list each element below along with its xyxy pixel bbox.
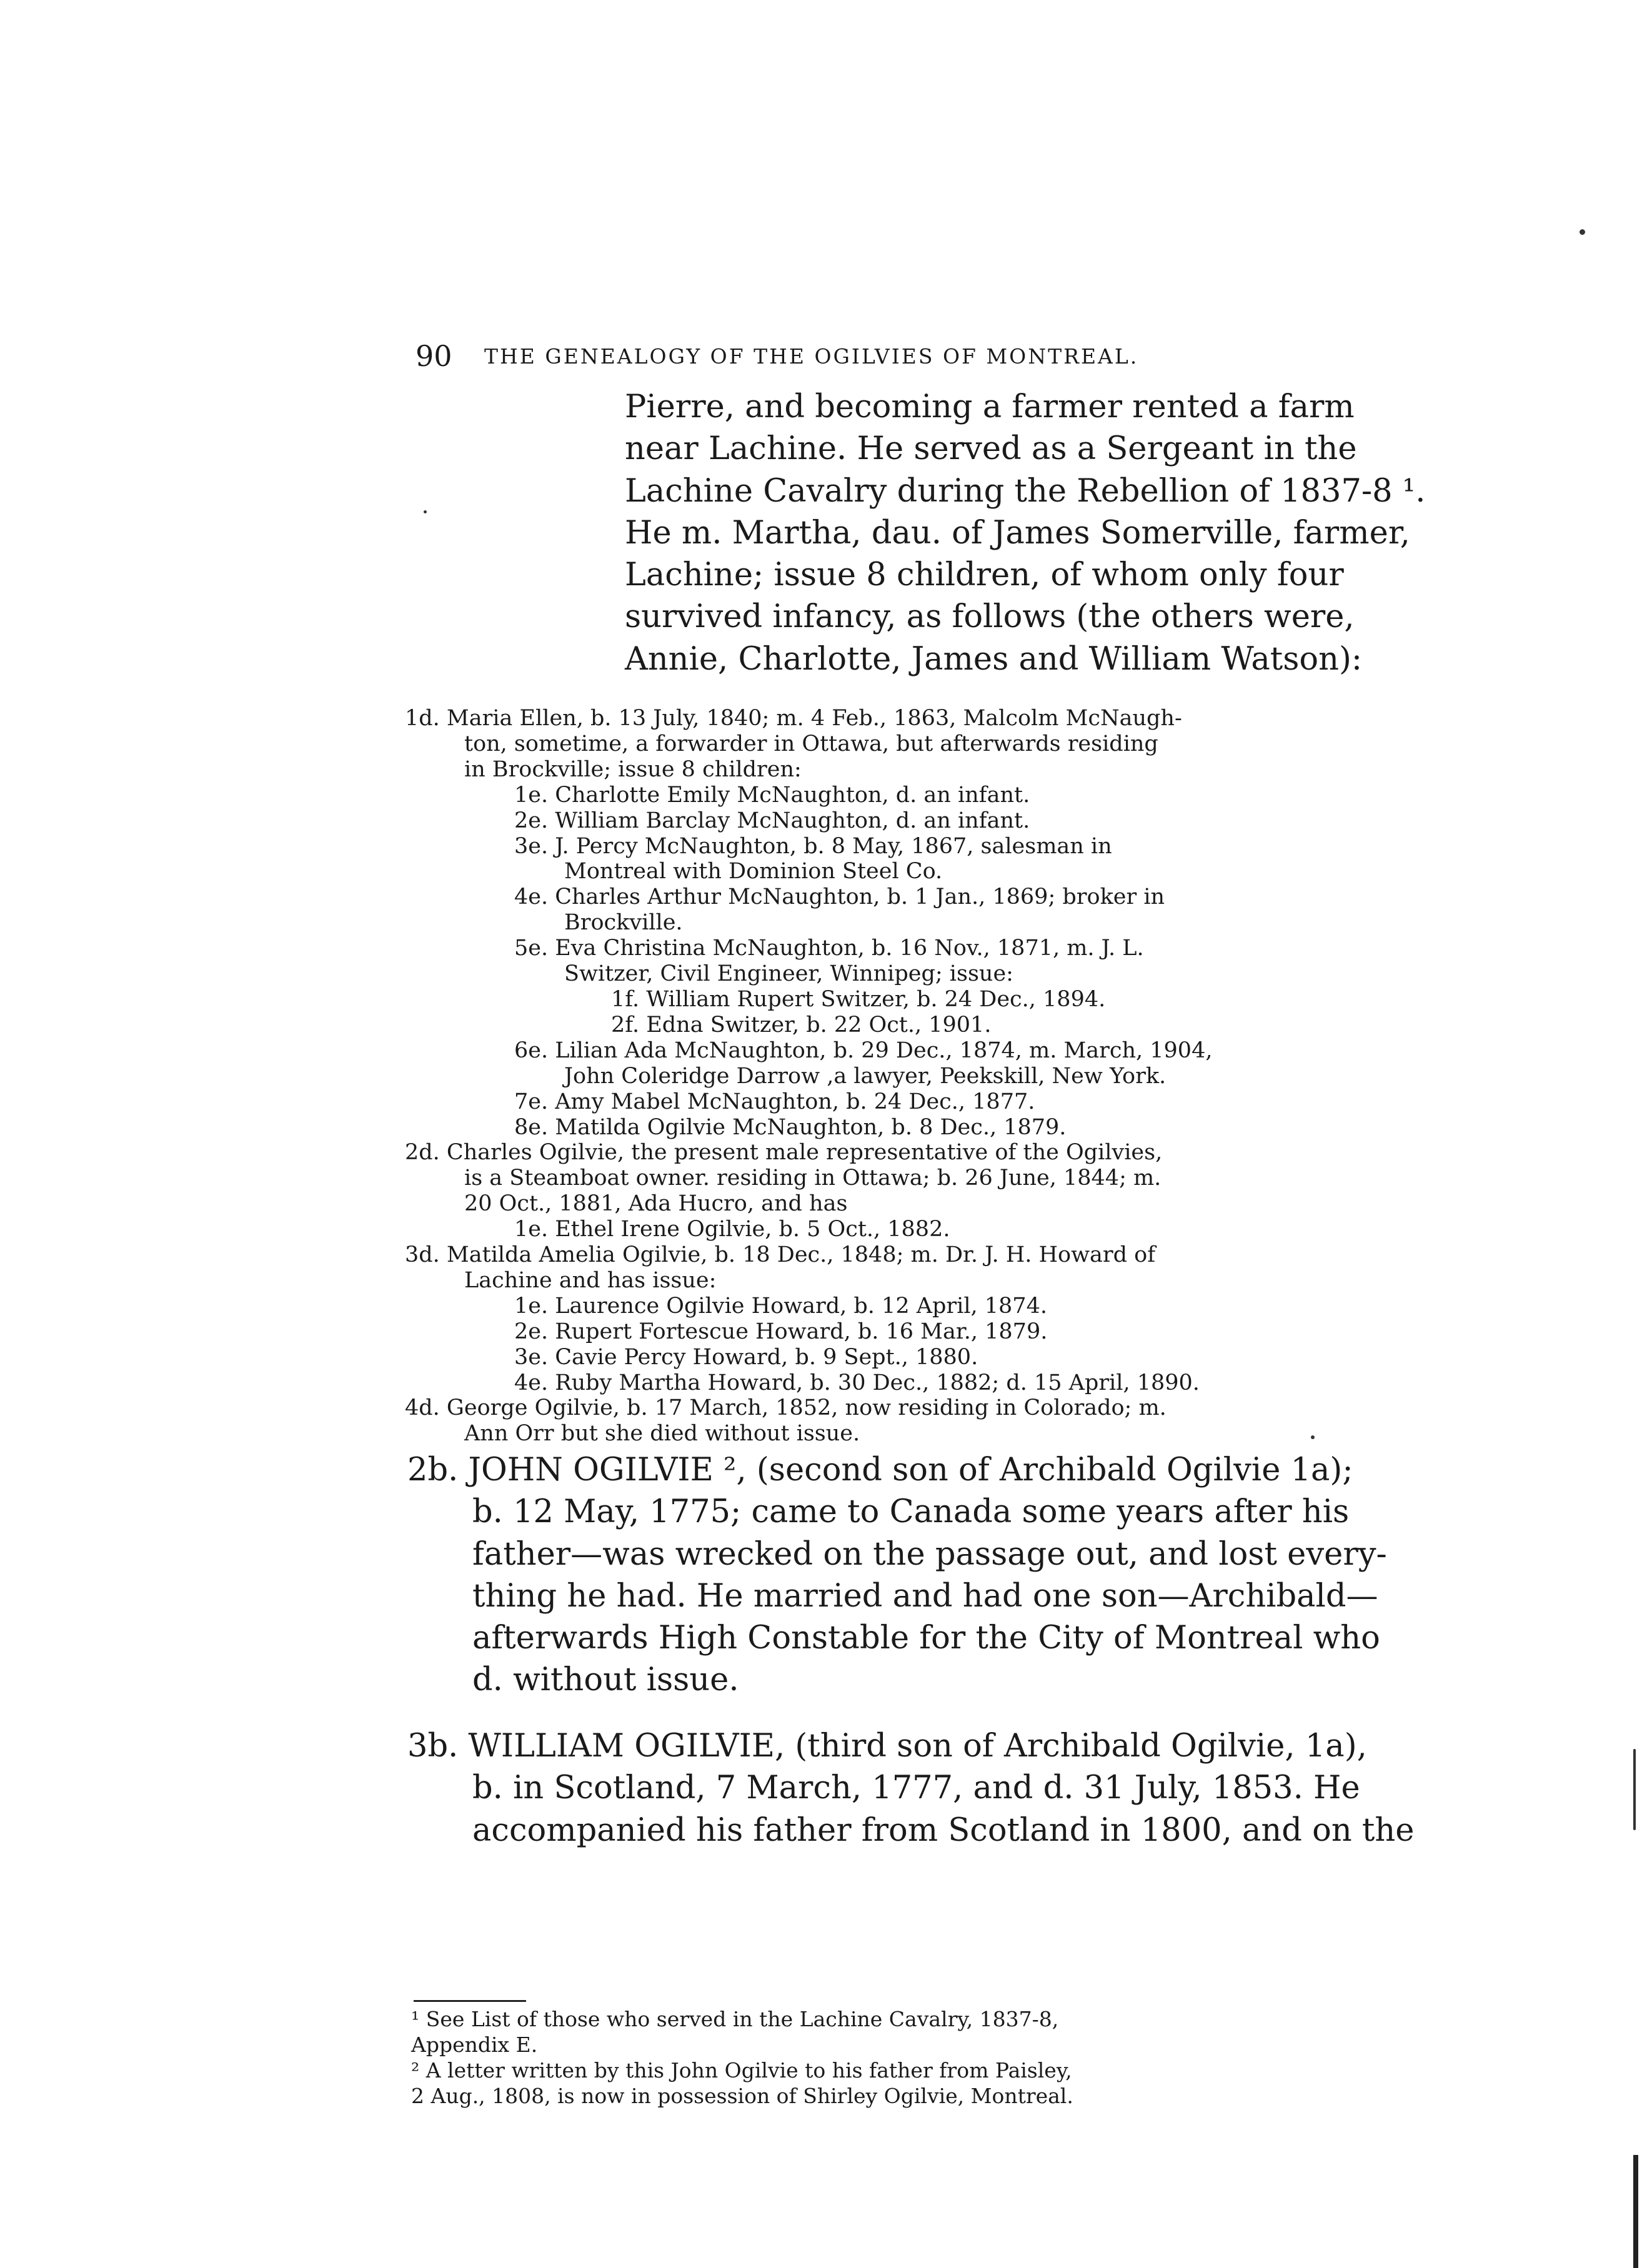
running-title: THE GENEALOGY OF THE OGILVIES OF MONTREAL.: [484, 344, 1139, 369]
text-line: b. 12 May, 1775; came to Canada some years after his: [472, 1493, 1350, 1531]
descendant-entry: is a Steamboat owner. residing in Ottawa; b. 26 June, 1844; m.: [464, 1166, 1162, 1191]
scan-speck: [1633, 1749, 1636, 1830]
descendant-entry: Montreal with Dominion Steel Co.: [564, 859, 943, 884]
descendant-entry: 1e. Laurence Ogilvie Howard, b. 12 April, 1874.: [514, 1293, 1047, 1319]
scan-speck: [1580, 229, 1585, 235]
text-line: Annie, Charlotte, James and William Watson):: [625, 640, 1363, 678]
text-line: afterwards High Constable for the City of Montreal who: [472, 1620, 1380, 1657]
descendant-entry: 4e. Ruby Martha Howard, b. 30 Dec., 1882; d. 15 April, 1890.: [514, 1370, 1200, 1395]
descendant-entry: 3e. Cavie Percy Howard, b. 9 Sept., 1880.: [514, 1344, 978, 1370]
descendant-entry: 7e. Amy Mabel McNaughton, b. 24 Dec., 1877.: [514, 1089, 1035, 1114]
descendants-list: [405, 706, 1380, 1447]
descendant-entry: 1e. Charlotte Emily McNaughton, d. an infant.: [514, 782, 1030, 808]
descendant-entry: 1e. Ethel Irene Ogilvie, b. 5 Oct., 1882.: [514, 1217, 950, 1242]
scan-speck: [424, 510, 427, 513]
text-line: b. in Scotland, 7 March, 1777, and d. 31 July, 1853. He: [472, 1770, 1360, 1807]
text-line: Pierre, and becoming a farmer rented a farm: [625, 389, 1355, 425]
footnotes: [411, 2006, 1386, 2109]
intro-paragraph: [625, 386, 1426, 680]
footnote-rule: [414, 2000, 526, 2002]
descendant-entry: 3d. Matilda Amelia Ogilvie, b. 18 Dec., 1848; m. Dr. J. H. Howard of: [405, 1242, 1156, 1268]
descendant-entry: 2e. Rupert Fortescue Howard, b. 16 Mar., 1879.: [514, 1319, 1048, 1344]
text-line: 2b. JOHN OGILVIE ², (second son of Archibald Ogilvie 1a);: [407, 1452, 1353, 1488]
footnote-line: 2 Aug., 1808, is now in possession of Shirley Ogilvie, Montreal.: [411, 2084, 1073, 2108]
text-line: survived infancy, as follows (the others were,: [625, 598, 1355, 636]
text-line: 3b. WILLIAM OGILVIE, (third son of Archibald Ogilvie, 1a),: [407, 1728, 1367, 1765]
text-line: d. without issue.: [472, 1661, 739, 1699]
descendant-entry: Brockville.: [564, 910, 683, 936]
descendant-entry: 8e. Matilda Ogilvie McNaughton, b. 8 Dec., 1879.: [514, 1114, 1067, 1140]
descendant-entry: ton, sometime, a forwarder in Ottawa, but afterwards residing: [464, 731, 1158, 756]
text-line: thing he had. He married and had one son—Archibald—: [472, 1577, 1378, 1615]
descendant-entry: John Coleridge Darrow ,a lawyer, Peekskill, New York.: [564, 1063, 1167, 1089]
descendant-entry: in Brockville; issue 8 children:: [464, 756, 802, 782]
text-line: Lachine Cavalry during the Rebellion of 1837-8 ¹.: [625, 472, 1426, 510]
footnote-line: ² A letter written by this John Ogilvie to his father from Paisley,: [411, 2058, 1072, 2082]
page-number: 90: [415, 339, 452, 373]
john-ogilvie-paragraph: [407, 1449, 1387, 1701]
descendant-entry: 1f. William Rupert Switzer, b. 24 Dec., 1894.: [611, 986, 1106, 1012]
descendant-entry: Switzer, Civil Engineer, Winnipeg; issue:: [564, 961, 1013, 987]
scan-speck: [1311, 1435, 1315, 1439]
descendant-entry: 5e. Eva Christina McNaughton, b. 16 Nov., 1871, m. J. L.: [514, 936, 1144, 961]
page-header: [415, 337, 1365, 375]
text-line: He m. Martha, dau. of James Somerville, farmer,: [625, 514, 1410, 552]
descendant-entry: 20 Oct., 1881, Ada Hucro, and has: [464, 1191, 848, 1217]
descendant-entry: 2f. Edna Switzer, b. 22 Oct., 1901.: [611, 1012, 992, 1037]
descendant-entry: 6e. Lilian Ada McNaughton, b. 29 Dec., 1874, m. March, 1904,: [514, 1037, 1213, 1063]
footnote-line: Appendix E.: [411, 2033, 538, 2057]
scan-edge-mark: [1633, 2155, 1638, 2268]
descendant-entry: 2d. Charles Ogilvie, the present male representative of the Ogilvies,: [405, 1140, 1163, 1166]
text-line: near Lachine. He served as a Sergeant in the: [625, 430, 1357, 468]
descendant-entry: 4d. George Ogilvie, b. 17 March, 1852, now residing in Colorado; m.: [405, 1395, 1167, 1421]
text-line: Lachine; issue 8 children, of whom only four: [625, 557, 1344, 594]
descendant-entry: 3e. J. Percy McNaughton, b. 8 May, 1867, salesman in: [514, 833, 1112, 859]
descendant-entry: Ann Orr but she died without issue.: [464, 1421, 860, 1447]
text-line: father—was wrecked on the passage out, and lost every-: [472, 1535, 1387, 1573]
footnote-line: ¹ See List of those who served in the Lachine Cavalry, 1837-8,: [411, 2007, 1059, 2031]
descendant-entry: 4e. Charles Arthur McNaughton, b. 1 Jan., 1869; broker in: [514, 884, 1165, 910]
william-ogilvie-paragraph: [407, 1725, 1415, 1851]
descendant-entry: 1d. Maria Ellen, b. 13 July, 1840; m. 4 Feb., 1863, Malcolm McNaugh-: [405, 706, 1182, 731]
descendant-entry: 2e. William Barclay McNaughton, d. an infant.: [514, 808, 1030, 833]
text-line: accompanied his father from Scotland in 1800, and on the: [472, 1811, 1415, 1849]
descendant-entry: Lachine and has issue:: [464, 1267, 717, 1293]
